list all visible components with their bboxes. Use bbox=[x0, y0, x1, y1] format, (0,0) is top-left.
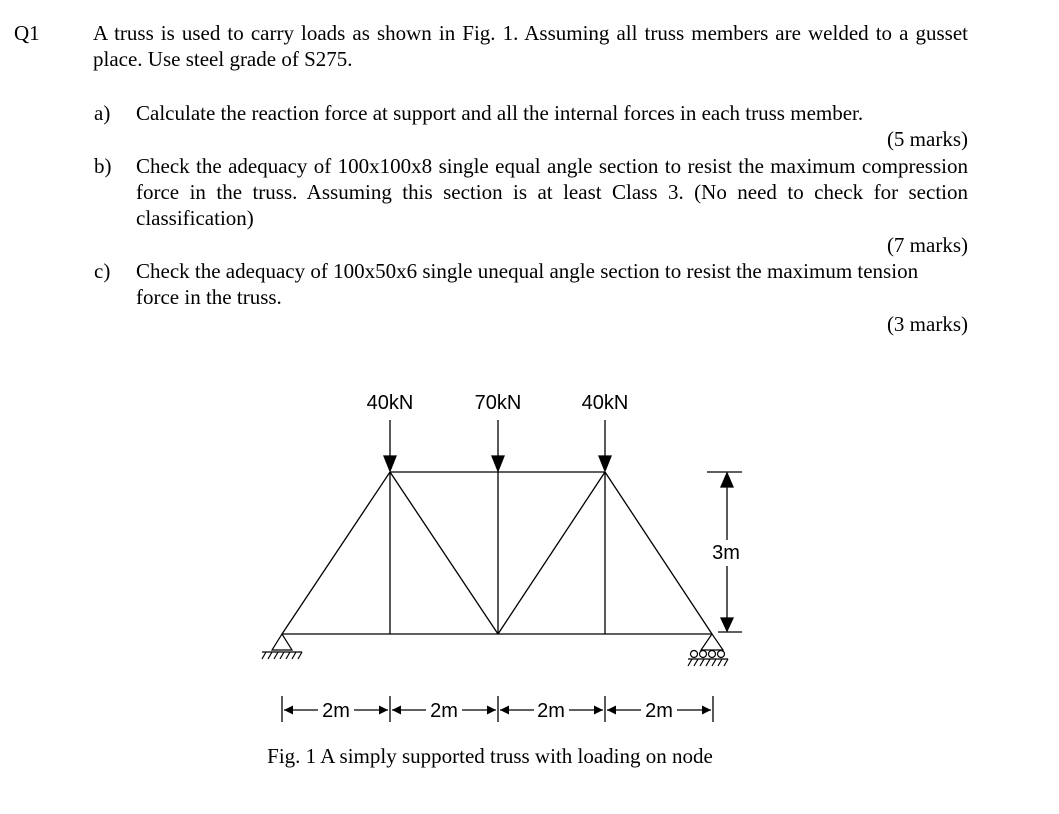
part-b-label: b) bbox=[94, 154, 112, 178]
load-arrow-1-head bbox=[384, 456, 396, 471]
inner-diagonal-right bbox=[498, 472, 605, 634]
load-arrow-3-head bbox=[599, 456, 611, 471]
span-label-4: 2m bbox=[645, 700, 673, 722]
load-label-1: 40kN bbox=[366, 392, 414, 414]
part-a-text: Calculate the reaction force at support and all the internal forces in each truss member. bbox=[136, 101, 864, 125]
question-number: Q1 bbox=[14, 21, 40, 45]
span-label-3: 2m bbox=[537, 700, 565, 722]
load-arrow-2-head bbox=[492, 456, 504, 471]
roller-support bbox=[688, 634, 728, 666]
question-intro: A truss is used to carry loads as shown in Fig. 1. Assuming all truss members are welded to a gusset place. Use steel grade of S275. bbox=[93, 21, 968, 71]
load-label-2: 70kN bbox=[474, 392, 522, 414]
part-c-text: Check the adequacy of 100x50x6 single unequal angle section to resist the maximum tension force in the truss. bbox=[136, 259, 919, 309]
inner-diagonal-left bbox=[390, 472, 498, 634]
truss-members bbox=[282, 472, 712, 634]
part-c-label: c) bbox=[94, 259, 111, 283]
part-a-marks: (5 marks) bbox=[886, 127, 968, 151]
load-label-3: 40kN bbox=[581, 392, 629, 414]
span-label-1: 2m bbox=[322, 700, 350, 722]
load-arrows bbox=[384, 420, 611, 471]
part-c-marks: (3 marks) bbox=[886, 312, 968, 336]
left-diagonal bbox=[282, 472, 390, 634]
height-label: 3m bbox=[712, 542, 740, 564]
span-label-2: 2m bbox=[430, 700, 458, 722]
right-diagonal bbox=[605, 472, 712, 634]
figure-caption: Fig. 1 A simply supported truss with loading on node bbox=[267, 744, 713, 768]
pin-support bbox=[262, 634, 302, 659]
part-b-text: Check the adequacy of 100x100x8 single equal angle section to resist the maximum compression force in the truss. Assuming this section is at least Class 3. (No need to check for section classification) bbox=[136, 154, 968, 230]
part-b-marks: (7 marks) bbox=[886, 233, 968, 257]
part-a-label: a) bbox=[94, 101, 111, 125]
